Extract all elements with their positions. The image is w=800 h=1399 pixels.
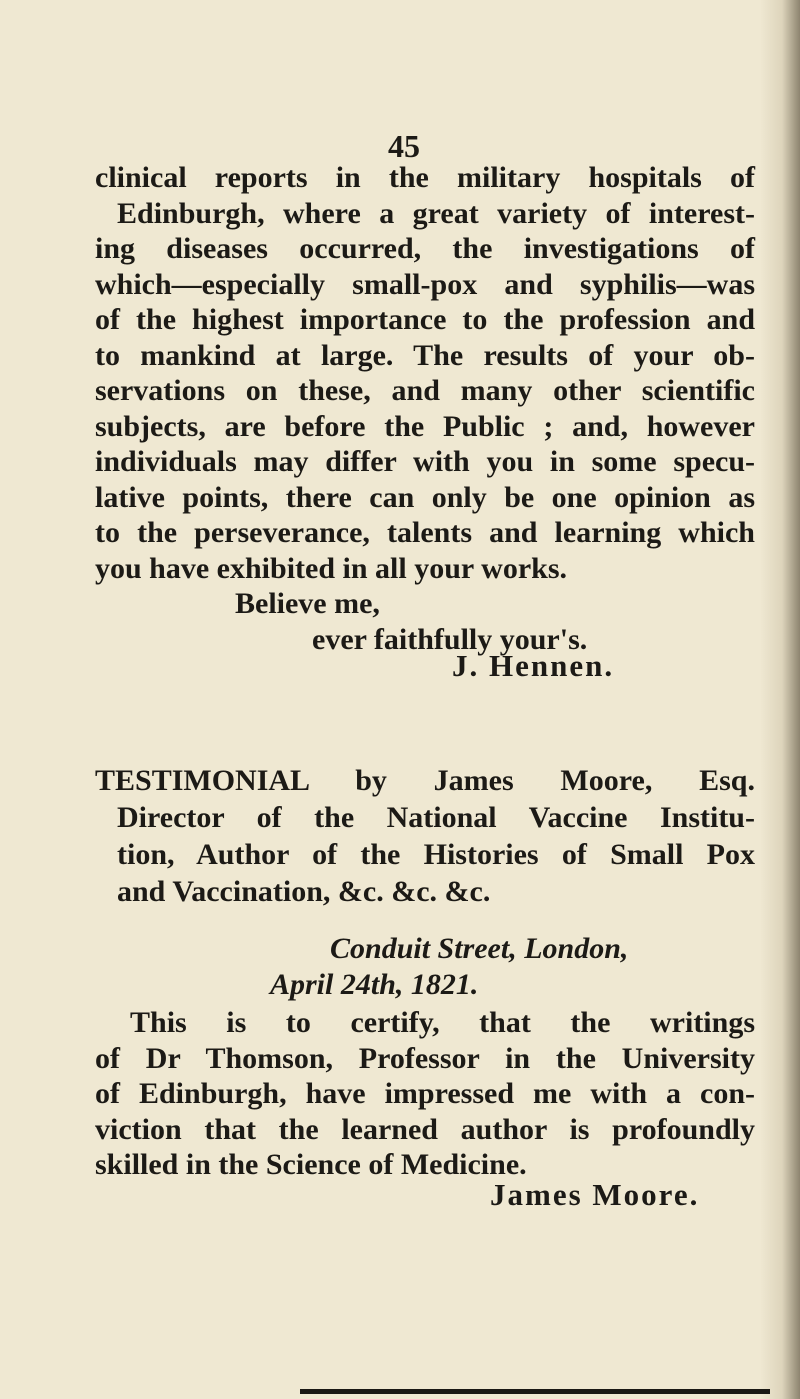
signature-moore: James Moore. [490,1177,700,1212]
letter-line: Edinburgh, where a great variety of interest- [117,196,755,230]
letter-body [95,160,755,657]
letter-line: ing diseases occurred, the investigations of [95,232,755,265]
heading-line: tion, Author of the Histories of Small Pox [117,838,755,871]
letter-line: which—especially small-pox and syphilis—was [95,267,755,301]
heading-line: and Vaccination, &c. &c. &c. [117,875,491,908]
letter-line: to mankind at large. The results of your ob- [95,338,755,372]
signature-hennen: J. Hennen. [452,648,615,683]
testimonial-line: of Dr Thomson, Professor in the University [95,1041,755,1075]
testimonial-line: of Edinburgh, have impressed me with a con- [95,1077,755,1110]
letter-line: servations on these, and many other scientific [95,374,755,407]
testimonial-heading [95,762,755,910]
heading-line: Director of the National Vaccine Institu- [117,801,755,834]
testimonial-line: skilled in the Science of Medicine. [95,1148,527,1181]
bottom-rule [300,1389,770,1394]
page-edge-shadow [760,0,800,1399]
date-line: April 24th, 1821. [270,968,479,1001]
page-number: 45 [388,128,420,164]
letter-line: to the perseverance, talents and learning which [95,516,755,549]
closing-believe: Believe me, [235,587,380,620]
letter-line: you have exhibited in all your works. [95,551,568,585]
heading-line: TESTIMONIAL by James Moore, Esq. [95,764,755,797]
letter-line: individuals may differ with you in some specu- [95,445,755,478]
closing-faithfully: ever faithfully your's. [312,622,588,656]
letter-line: lative points, there can only be one opinion as [95,480,755,514]
letter-line: of the highest importance to the profession and [95,303,755,336]
address-line: Conduit Street, London, [330,932,629,965]
testimonial-line: This is to certify, that the writings [130,1006,755,1039]
testimonial-body [95,1005,755,1183]
letter-line: subjects, are before the Public ; and, however [95,409,755,443]
letter-line: clinical reports in the military hospitals of [95,161,755,194]
testimonial-line: viction that the learned author is profoundly [95,1112,755,1146]
